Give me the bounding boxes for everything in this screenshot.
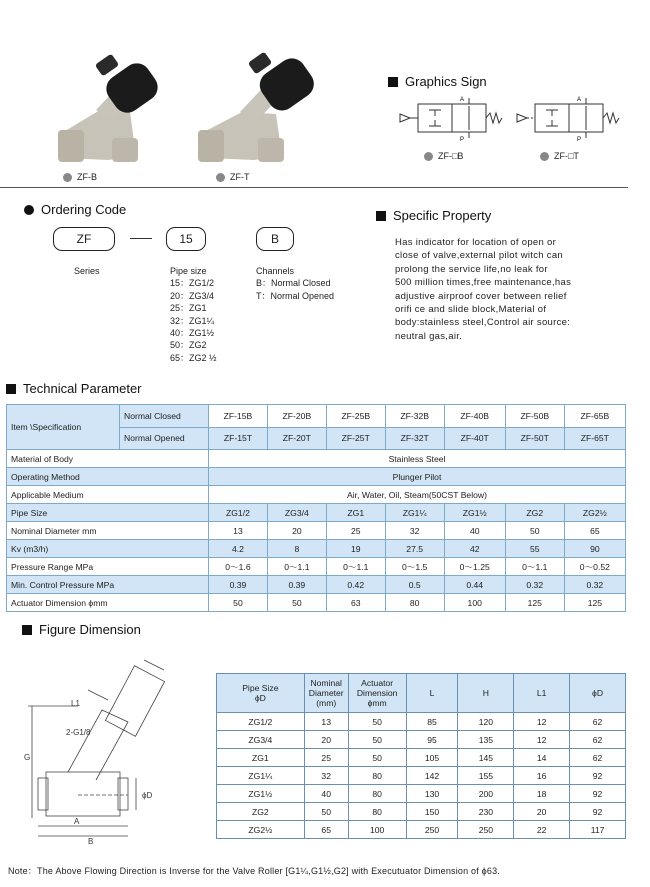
- cell: 20: [304, 731, 348, 749]
- drawing-label-b: B: [88, 837, 94, 845]
- value-cell: 0.32: [505, 576, 564, 594]
- table-row: [217, 713, 626, 731]
- bullet-icon: [216, 173, 225, 182]
- code-separator: [130, 238, 152, 239]
- value-cell: 27.5: [385, 540, 444, 558]
- cell: 18: [514, 785, 570, 803]
- cell: 92: [570, 785, 626, 803]
- value-cell: ZG2½: [564, 504, 625, 522]
- cell: 80: [348, 767, 406, 785]
- row-label: Kv (m3/h): [7, 540, 209, 558]
- cell: 62: [570, 749, 626, 767]
- cell: ZG1/2: [217, 713, 305, 731]
- value-cell: 8: [267, 540, 326, 558]
- section-dot-icon: [24, 205, 34, 215]
- value-cell: 0～1.1: [267, 558, 326, 576]
- value-cell: 0～1.25: [444, 558, 505, 576]
- row-value: Air, Water, Oil, Steam(50CST Below): [209, 486, 626, 504]
- bullet-icon: [540, 152, 549, 161]
- header-cell: Pipe Size ϕD: [217, 674, 305, 713]
- port-p-label: P: [577, 137, 582, 143]
- row-label: Applicable Medium: [7, 486, 209, 504]
- value-cell: 50: [267, 594, 326, 612]
- section-square-icon: [22, 625, 32, 635]
- cell: 250: [406, 821, 458, 839]
- cell: 142: [406, 767, 458, 785]
- port-a-label: A: [577, 97, 582, 103]
- table-row: [217, 749, 626, 767]
- pipe-size-block: Pipe size 15：ZG1/2 20：ZG3/4 25：ZG1 32：ZG1¼ 40：ZG1½ 50：ZG2 65：ZG2 ½: [170, 266, 217, 363]
- cell: 92: [570, 803, 626, 821]
- table-row: [217, 785, 626, 803]
- cell: 32: [304, 767, 348, 785]
- model-cell: ZF-65B: [564, 405, 625, 428]
- model-cell: ZF-65T: [564, 427, 625, 450]
- value-cell: 0～0.52: [564, 558, 625, 576]
- drawing-label-g18: 2-G1/8: [66, 728, 91, 737]
- valve-photo-zf-t: [196, 38, 336, 168]
- cell: 14: [514, 749, 570, 767]
- cell: 92: [570, 767, 626, 785]
- row-label: Actuator Dimension ϕmm: [7, 594, 209, 612]
- cell: 62: [570, 731, 626, 749]
- value-cell: 63: [326, 594, 385, 612]
- cell: ZG3/4: [217, 731, 305, 749]
- value-cell: 125: [505, 594, 564, 612]
- value-cell: 0.42: [326, 576, 385, 594]
- model-cell: ZF-25T: [326, 427, 385, 450]
- row-label: Pipe Size: [7, 504, 209, 522]
- cell: 117: [570, 821, 626, 839]
- graphics-caption-t: ZF-□T: [540, 151, 579, 161]
- cell: 12: [514, 713, 570, 731]
- figure-dimension-heading: Figure Dimension: [22, 622, 141, 637]
- value-cell: 65: [564, 522, 625, 540]
- cell: ZG2½: [217, 821, 305, 839]
- table-row: [7, 450, 626, 468]
- table-header-row: [217, 674, 626, 713]
- cell: 62: [570, 713, 626, 731]
- corner-cell: Item \Specification: [7, 405, 120, 450]
- pipe-size-code-box: 15: [166, 227, 206, 251]
- value-cell: 19: [326, 540, 385, 558]
- cell: 120: [458, 713, 514, 731]
- value-cell: 40: [444, 522, 505, 540]
- table-row: [7, 504, 626, 522]
- bullet-icon: [63, 173, 72, 182]
- cell: 50: [348, 731, 406, 749]
- cell: 135: [458, 731, 514, 749]
- model-cell: ZF-50B: [505, 405, 564, 428]
- cell: 150: [406, 803, 458, 821]
- cell: 13: [304, 713, 348, 731]
- cell: 155: [458, 767, 514, 785]
- value-cell: ZG3/4: [267, 504, 326, 522]
- value-cell: ZG1½: [444, 504, 505, 522]
- value-cell: 0.39: [209, 576, 268, 594]
- value-cell: 0.5: [385, 576, 444, 594]
- cell: 105: [406, 749, 458, 767]
- cell: 22: [514, 821, 570, 839]
- model-cell: ZF-20T: [267, 427, 326, 450]
- row-label: Material of Body: [7, 450, 209, 468]
- model-cell: ZF-15B: [209, 405, 268, 428]
- model-cell: ZF-20B: [267, 405, 326, 428]
- cell: 230: [458, 803, 514, 821]
- value-cell: 13: [209, 522, 268, 540]
- technical-parameter-heading: Technical Parameter: [6, 381, 142, 396]
- cell: 85: [406, 713, 458, 731]
- value-cell: 4.2: [209, 540, 268, 558]
- value-cell: 50: [505, 522, 564, 540]
- value-cell: 125: [564, 594, 625, 612]
- section-square-icon: [376, 211, 386, 221]
- cell: 65: [304, 821, 348, 839]
- header-cell: L: [406, 674, 458, 713]
- port-a-label: A: [460, 97, 465, 103]
- model-cell: ZF-25B: [326, 405, 385, 428]
- value-cell: ZG2: [505, 504, 564, 522]
- value-cell: ZG1: [326, 504, 385, 522]
- header-cell: Actuator Dimension ϕmm: [348, 674, 406, 713]
- value-cell: ZG1/2: [209, 504, 268, 522]
- value-cell: 25: [326, 522, 385, 540]
- model-cell: ZF-32B: [385, 405, 444, 428]
- value-cell: 42: [444, 540, 505, 558]
- value-cell: 0～1.1: [326, 558, 385, 576]
- value-cell: 0.44: [444, 576, 505, 594]
- symbol-normal-opened: [515, 94, 627, 144]
- value-cell: 0.32: [564, 576, 625, 594]
- normal-opened-label: Normal Opened: [120, 427, 209, 450]
- value-cell: 0～1.5: [385, 558, 444, 576]
- row-label: Nominal Diameter mm: [7, 522, 209, 540]
- model-cell: ZF-40B: [444, 405, 505, 428]
- value-cell: 32: [385, 522, 444, 540]
- header-cell: Nominal Diameter (mm): [304, 674, 348, 713]
- drawing-label-phid: ϕD: [142, 791, 153, 800]
- value-cell: 80: [385, 594, 444, 612]
- cell: 80: [348, 785, 406, 803]
- cell: 200: [458, 785, 514, 803]
- row-value: Plunger Pilot: [209, 468, 626, 486]
- graphics-sign-heading: Graphics Sign: [388, 74, 487, 89]
- model-cell: ZF-15T: [209, 427, 268, 450]
- section-square-icon: [6, 384, 16, 394]
- model-cell: ZF-32T: [385, 427, 444, 450]
- header-cell: ϕD: [570, 674, 626, 713]
- value-cell: 0.39: [267, 576, 326, 594]
- cell: ZG2: [217, 803, 305, 821]
- table-row: [7, 486, 626, 504]
- row-value: Stainless Steel: [209, 450, 626, 468]
- table-row: [217, 731, 626, 749]
- table-row: [7, 405, 626, 428]
- table-row: [217, 803, 626, 821]
- model-cell: ZF-40T: [444, 427, 505, 450]
- value-cell: 100: [444, 594, 505, 612]
- table-row: [7, 522, 626, 540]
- series-code-box: ZF: [53, 227, 115, 251]
- value-cell: 50: [209, 594, 268, 612]
- row-label: Min. Control Pressure MPa: [7, 576, 209, 594]
- table-row: [217, 767, 626, 785]
- cell: ZG1¼: [217, 767, 305, 785]
- cell: 145: [458, 749, 514, 767]
- cell: 25: [304, 749, 348, 767]
- cell: 12: [514, 731, 570, 749]
- series-label: Series: [74, 266, 100, 276]
- valve-photo-zf-b: [52, 38, 182, 168]
- drawing-label-l1: L1: [71, 699, 80, 708]
- divider: [0, 187, 628, 188]
- value-cell: 0～1.6: [209, 558, 268, 576]
- drawing-label-g: G: [24, 753, 31, 762]
- table-row: [217, 821, 626, 839]
- section-square-icon: [388, 77, 398, 87]
- cell: 40: [304, 785, 348, 803]
- cell: 80: [348, 803, 406, 821]
- header-cell: H: [458, 674, 514, 713]
- port-p-label: P: [460, 137, 465, 143]
- cell: 50: [348, 749, 406, 767]
- row-label: Operating Method: [7, 468, 209, 486]
- value-cell: 0～1.1: [505, 558, 564, 576]
- value-cell: 90: [564, 540, 625, 558]
- value-cell: ZG1¼: [385, 504, 444, 522]
- symbol-normal-closed: [398, 94, 506, 144]
- table-row: [7, 540, 626, 558]
- value-cell: 20: [267, 522, 326, 540]
- table-row: [7, 558, 626, 576]
- ordering-code-heading: Ordering Code: [24, 202, 126, 217]
- technical-parameter-table: [6, 404, 626, 612]
- cell: 95: [406, 731, 458, 749]
- product-caption-zf-t: ZF-T: [216, 172, 250, 182]
- dimension-drawing: [18, 650, 198, 845]
- cell: 50: [348, 713, 406, 731]
- bullet-icon: [424, 152, 433, 161]
- value-cell: 55: [505, 540, 564, 558]
- table-row: [7, 594, 626, 612]
- model-cell: ZF-50T: [505, 427, 564, 450]
- header-cell: L1: [514, 674, 570, 713]
- normal-closed-label: Normal Closed: [120, 405, 209, 428]
- cell: 250: [458, 821, 514, 839]
- cell: ZG1½: [217, 785, 305, 803]
- cell: 100: [348, 821, 406, 839]
- note-text: Note：The Above Flowing Direction is Inverse for the Valve Roller [G1¼,G1½,G2] with Executuator Dimension of ϕ63.: [8, 866, 500, 876]
- figure-dimension-table: [216, 673, 626, 839]
- table-row: [7, 576, 626, 594]
- drawing-label-a: A: [74, 817, 80, 826]
- graphics-caption-b: ZF-□B: [424, 151, 463, 161]
- product-caption-zf-b: ZF-B: [63, 172, 97, 182]
- row-label: Pressure Range MPa: [7, 558, 209, 576]
- table-row: [7, 468, 626, 486]
- cell: 130: [406, 785, 458, 803]
- cell: 20: [514, 803, 570, 821]
- channels-block: Channels B：Normal Closed T：Normal Opened: [256, 266, 335, 301]
- cell: ZG1: [217, 749, 305, 767]
- cell: 50: [304, 803, 348, 821]
- specific-property-text: Has indicator for location of open or close of valve,external pilot witch can prolong the service life,no leak for 500 million times,free maintenance,has adjustive airproof cover between relief orifi ce and slide block,Material of body:stainless steel,Control air source: neutral gas,air.: [395, 237, 572, 342]
- cell: 16: [514, 767, 570, 785]
- specific-property-heading: Specific Property: [376, 208, 491, 223]
- channels-code-box: B: [256, 227, 294, 251]
